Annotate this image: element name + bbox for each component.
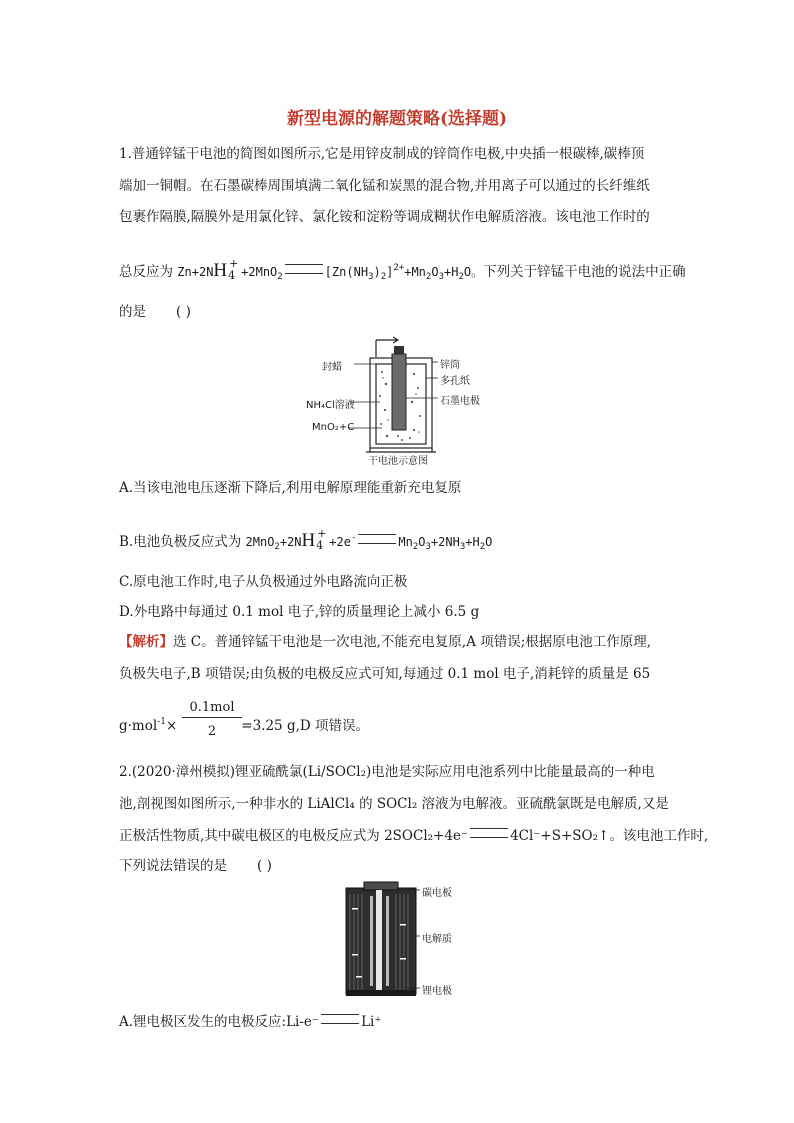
fig1-label-sealing-wax: 封蜡 xyxy=(322,362,342,373)
eq-prefix: 总反应为 xyxy=(119,264,173,280)
fig1-label-zinc-can: 锌筒 xyxy=(440,360,460,371)
fraction xyxy=(182,700,242,739)
q1-analysis-line-2: 负极失电子,B 项错误;由负极的电极反应式可知,每通过 0.1 mol 电子,消耗锌的质量是 65 xyxy=(119,666,651,682)
fig1-label-porous-paper: 多孔纸 xyxy=(440,376,470,387)
q1-option-b: B.电池负极反应式为 2MnO$_2$+2NH + 4 +2e- $Mn_2O_3+2NH_3+H_2O$ xyxy=(119,527,493,552)
eq-left: Zn+2N xyxy=(177,265,214,279)
q2-line-2: 池,剖视图如图所示,一种非水的 LiAlCl₄ 的 SOCl₂ 溶液为电解液。亚硫酰氯既是电解质,又是 xyxy=(119,796,669,812)
q1-option-c: C.原电池工作时,电子从负极通过外电路流向正极 xyxy=(119,574,408,590)
fraction-numerator: 0.1mol xyxy=(182,700,242,718)
fig2-label-electrolyte: 电解质 xyxy=(422,934,452,945)
equals-sign xyxy=(470,828,508,838)
q2-line-1: 2.(2020·漳州模拟)锂亚硫酰氯(Li/SOCl₂)电池是实际应用电池系列中比能量最高的一种电 xyxy=(119,764,655,780)
fig2-label-lithium-electrode: 锂电极 xyxy=(422,986,452,997)
q2-option-a: A.锂电极区发生的电极反应:Li-e⁻ Li⁺ xyxy=(119,1014,382,1030)
q2-line-3: 正极活性物质,其中碳电极区的电极反应式为 2SOCl₂+4e⁻ 4Cl⁻+S+SO₂↑。该电池工作时, xyxy=(119,828,709,844)
q1-line-5: 的是 ( ) xyxy=(119,304,191,320)
fig1-label-mno2: MnO₂+C xyxy=(312,422,355,433)
fig1-label-graphite: 石墨电极 xyxy=(440,396,480,407)
q2-line-4: 下列说法错误的是 ( ) xyxy=(119,858,272,874)
q1-equation-line: 总反应为 Zn+2NH + 4 +2MnO$_2$ $[Zn(NH_3)_2]^{2+}+Mn_2O_3+H_2O$。下列关于锌锰干电池的说法中正确 xyxy=(119,257,686,282)
fig1-label-nh4cl: NH₄Cl溶液 xyxy=(306,400,355,411)
answer-paren: ( ) xyxy=(257,858,272,874)
q1-line-3: 包裹作隔膜,隔膜外是用氯化锌、氯化铵和淀粉等调成糊状作电解质溶液。该电池工作时的 xyxy=(119,209,650,225)
fig2-leader-lines xyxy=(400,880,424,995)
fig2-label-carbon-electrode: 碳电板 xyxy=(422,888,452,899)
eq-mid: +2MnO xyxy=(241,265,278,279)
q1-analysis-line-3: g·mol$^{-1}$× =3.25 g,D 项错误。 xyxy=(119,717,369,734)
q1-line-2: 端加一铜帽。在石墨碳棒周围填满二氧化锰和炭黑的混合物,并用离子可以通过的长纤维纸 xyxy=(119,178,650,194)
fraction-denominator: 2 xyxy=(207,724,217,739)
equals-sign xyxy=(285,264,323,274)
q1-line-1: 1.普通锌锰干电池的简图如图所示,它是用锌皮制成的锌筒作电极,中央插一根碳棒,碳棒顶 xyxy=(119,146,645,162)
page-title: 新型电源的解题策略(选择题) xyxy=(286,109,508,129)
eq-suffix: 下列关于锌锰干电池的说法中正确 xyxy=(483,264,686,280)
equals-sign xyxy=(358,534,396,544)
analysis-tag: 【解析】 xyxy=(119,634,173,650)
q1-analysis-line-1: 【解析】选 C。普通锌锰干电池是一次电池,不能充电复原,A 项错误;根据原电池工作原理, xyxy=(119,634,652,650)
fig1-caption: 干电池示意图 xyxy=(368,456,428,467)
eq-ion-charge: + 4 xyxy=(228,257,239,282)
answer-paren: ( ) xyxy=(176,304,191,320)
equals-sign xyxy=(321,1014,359,1024)
eq-h: H xyxy=(213,260,228,281)
q1-option-d: D.外电路中每通过 0.1 mol 电子,锌的质量理论上减小 6.5 g xyxy=(119,604,480,620)
q1-option-a: A.当该电池电压逐渐下降后,利用电解原理能重新充电复原 xyxy=(119,480,462,496)
